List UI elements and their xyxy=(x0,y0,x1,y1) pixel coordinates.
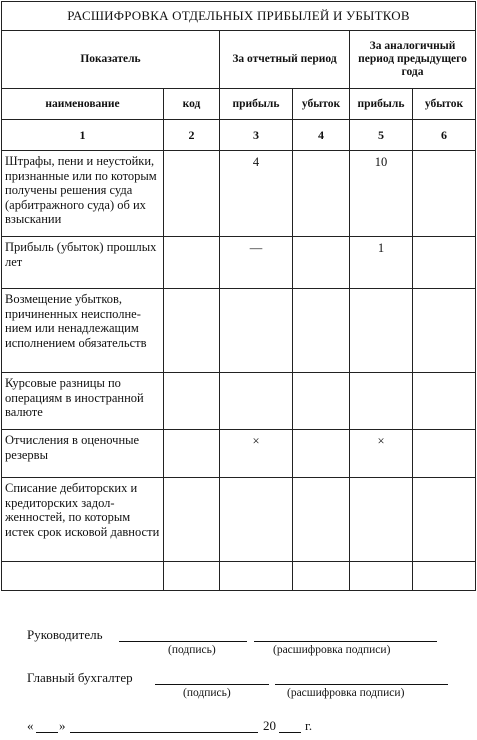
profit-loss-table xyxy=(1,1,476,591)
row-label: Списание дебиторских и кредиторских задолженностей, по которым истек срок исковой давности xyxy=(2,478,164,562)
row-profit: × xyxy=(220,430,293,478)
chief-accountant-label: Главный бухгалтер xyxy=(27,670,133,685)
director-signature-line[interactable] xyxy=(119,641,247,642)
row-prev-loss xyxy=(413,237,476,289)
row-profit xyxy=(220,478,293,562)
row-loss xyxy=(293,289,350,373)
header-profit: прибыль xyxy=(220,89,293,120)
row-code xyxy=(164,151,220,237)
row-loss xyxy=(293,373,350,430)
row-prev-loss xyxy=(413,289,476,373)
row-code xyxy=(164,562,220,591)
header-previous-period: За аналогичный период предыдущего года xyxy=(350,31,476,89)
column-number: 3 xyxy=(220,120,293,151)
row-prev-loss xyxy=(413,373,476,430)
row-label: Отчисления в оценочные резервы xyxy=(2,430,164,478)
row-label xyxy=(2,562,164,591)
date-close-quote: » xyxy=(59,718,66,733)
row-profit xyxy=(220,562,293,591)
date-day-line[interactable] xyxy=(36,732,58,733)
row-prev-profit: × xyxy=(350,430,413,478)
row-profit: — xyxy=(220,237,293,289)
chief-accountant-signature-line[interactable] xyxy=(155,684,269,685)
row-code xyxy=(164,237,220,289)
row-label: Курсовые разницы по операциям в иностранной валюте xyxy=(2,373,164,430)
header-prev-profit: прибыль xyxy=(350,89,413,120)
column-number: 4 xyxy=(293,120,350,151)
row-code xyxy=(164,373,220,430)
row-code xyxy=(164,430,220,478)
row-prev-loss xyxy=(413,151,476,237)
table-row xyxy=(2,562,476,591)
date-open-quote: « xyxy=(27,718,34,733)
row-prev-profit xyxy=(350,478,413,562)
director-signature-hint: (подпись) xyxy=(168,644,216,656)
row-loss xyxy=(293,151,350,237)
chief-accountant-decoding-hint: (расшифровка подписи) xyxy=(287,687,405,699)
header-indicator: Показатель xyxy=(2,31,220,89)
row-loss xyxy=(293,430,350,478)
row-profit: 4 xyxy=(220,151,293,237)
row-prev-loss xyxy=(413,478,476,562)
row-prev-profit xyxy=(350,289,413,373)
column-number: 5 xyxy=(350,120,413,151)
row-prev-loss xyxy=(413,562,476,591)
table-row xyxy=(2,373,476,430)
table-row xyxy=(2,237,476,289)
row-prev-profit xyxy=(350,373,413,430)
row-label: Возмещение убытков, причиненных неисполнением или ненадлежащим исполнением обязательств xyxy=(2,289,164,373)
table-row xyxy=(2,151,476,237)
director-label: Руководитель xyxy=(27,627,103,642)
chief-accountant-signature-hint: (подпись) xyxy=(183,687,231,699)
row-prev-profit xyxy=(350,562,413,591)
year-suffix: г. xyxy=(305,718,313,733)
header-loss: убыток xyxy=(293,89,350,120)
chief-accountant-decoding-line[interactable] xyxy=(275,684,448,685)
table-title: РАСШИФРОВКА ОТДЕЛЬНЫХ ПРИБЫЛЕЙ И УБЫТКОВ xyxy=(2,2,476,31)
column-number: 6 xyxy=(413,120,476,151)
table-row xyxy=(2,478,476,562)
row-label: Прибыль (убыток) прошлых лет xyxy=(2,237,164,289)
header-prev-loss: убыток xyxy=(413,89,476,120)
row-prev-profit: 1 xyxy=(350,237,413,289)
header-code: код xyxy=(164,89,220,120)
director-decoding-hint: (расшифровка подписи) xyxy=(273,644,391,656)
column-number: 1 xyxy=(2,120,164,151)
director-decoding-line[interactable] xyxy=(254,641,437,642)
column-number: 2 xyxy=(164,120,220,151)
row-loss xyxy=(293,562,350,591)
row-loss xyxy=(293,478,350,562)
row-loss xyxy=(293,237,350,289)
year-prefix: 20 xyxy=(263,718,276,733)
row-code xyxy=(164,289,220,373)
column-numbers-row xyxy=(2,120,476,151)
row-profit xyxy=(220,373,293,430)
row-profit xyxy=(220,289,293,373)
row-label: Штрафы, пени и неустойки, признанные или по которым получены решения суда (арбитражного суда) об их взыскании xyxy=(2,151,164,237)
header-name: наименование xyxy=(2,89,164,120)
row-code xyxy=(164,478,220,562)
table-row xyxy=(2,289,476,373)
date-month-line[interactable] xyxy=(70,732,258,733)
row-prev-loss xyxy=(413,430,476,478)
table-row xyxy=(2,430,476,478)
date-year-line[interactable] xyxy=(279,732,301,733)
header-reporting-period: За отчетный период xyxy=(220,31,350,89)
row-prev-profit: 10 xyxy=(350,151,413,237)
